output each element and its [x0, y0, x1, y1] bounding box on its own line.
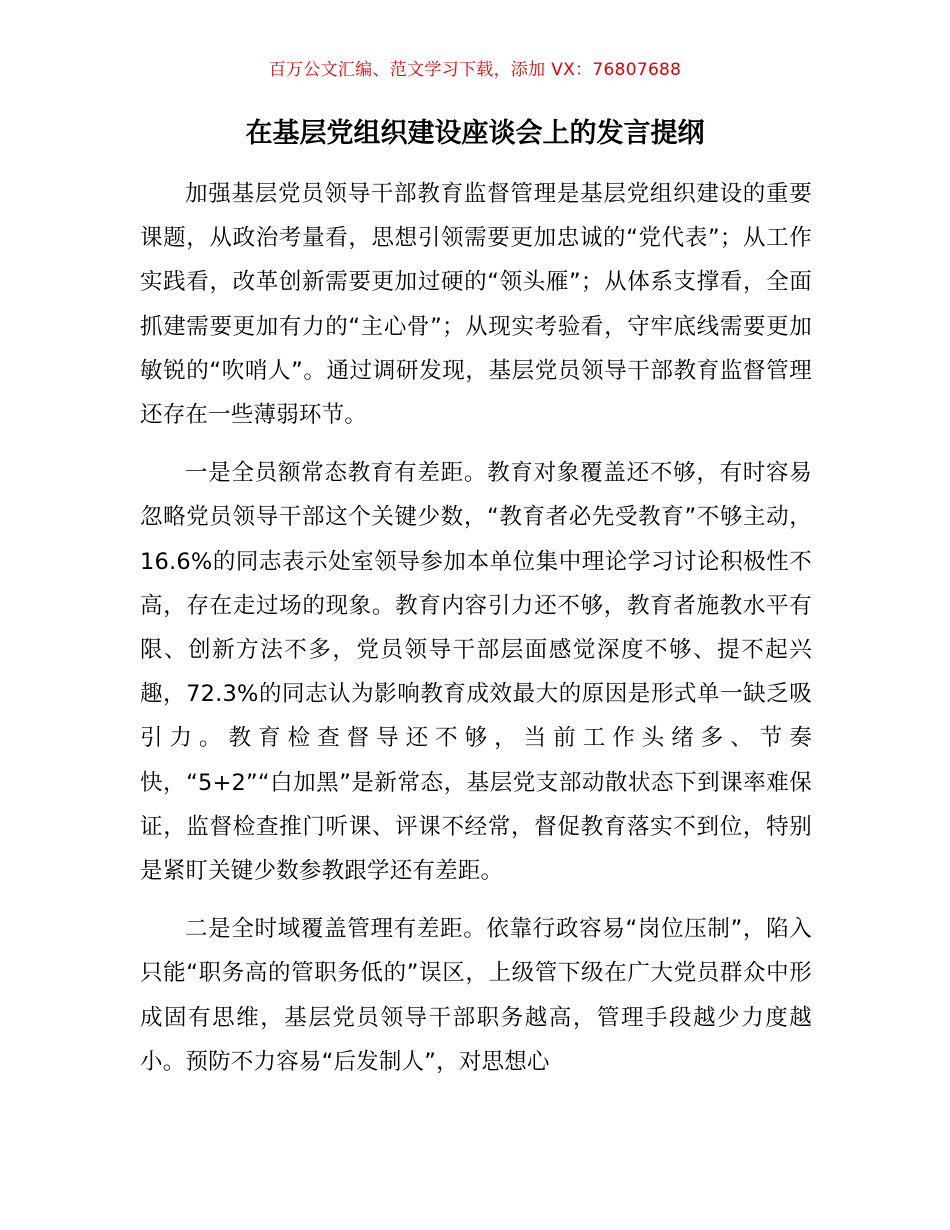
paragraph-intro: 加强基层党员领导干部教育监督管理是基层党组织建设的重要课题，从政治考量看，思想引领需要更加忠诚的“党代表”；从工作实践看，改革创新需要更加过硬的“领头雁”；从体系支撑看，全面抓建需要更加有力的“主心骨”；从现实考验看，守牢底线需要更加敏锐的“吹哨人”。通过调研发现，基层党员领导干部教育监督管理还存在一些薄弱环节。 — [140, 181, 812, 429]
paragraph-point-one: 一是全员额常态教育有差距。教育对象覆盖还不够，有时容易忽略党员领导干部这个关键少数，“教育者必先受教育”不够主动，16.6%的同志表示处室领导参加本单位集中理论学习讨论积极性不高，存在走过场的现象。教育内容引力还不够，教育者施教水平有限、创新方法不多，党员领导干部层面感觉深度不够、提不起兴趣，72.3%的同志认为影响教育成效最大的原因是形式单一缺乏吸引力。教育检查督导还不够，当前工作头绪多、节奏快，“5+2”“白加黑”是新常态，基层党支部动散状态下到课率难保证，监督检查推门听课、评课不经常，督促教育落实不到位，特别是紧盯关键少数参教跟学还有差距。 — [140, 460, 812, 885]
document-title: 在基层党组织建设座谈会上的发言提纲 — [245, 118, 705, 149]
watermark-header: 百万公文汇编、范文学习下载，添加 VX：76807688 — [268, 60, 682, 80]
document-body — [140, 172, 812, 1098]
paragraph-point-two: 二是全时域覆盖管理有差距。依靠行政容易“岗位压制”，陷入只能“职务高的管职务低的”误区，上级管下级在广大党员群众中形成固有思维，基层党员领导干部职务越高，管理手段越少力度越小。预防不力容易“后发制人”，对思想心 — [140, 916, 812, 1075]
